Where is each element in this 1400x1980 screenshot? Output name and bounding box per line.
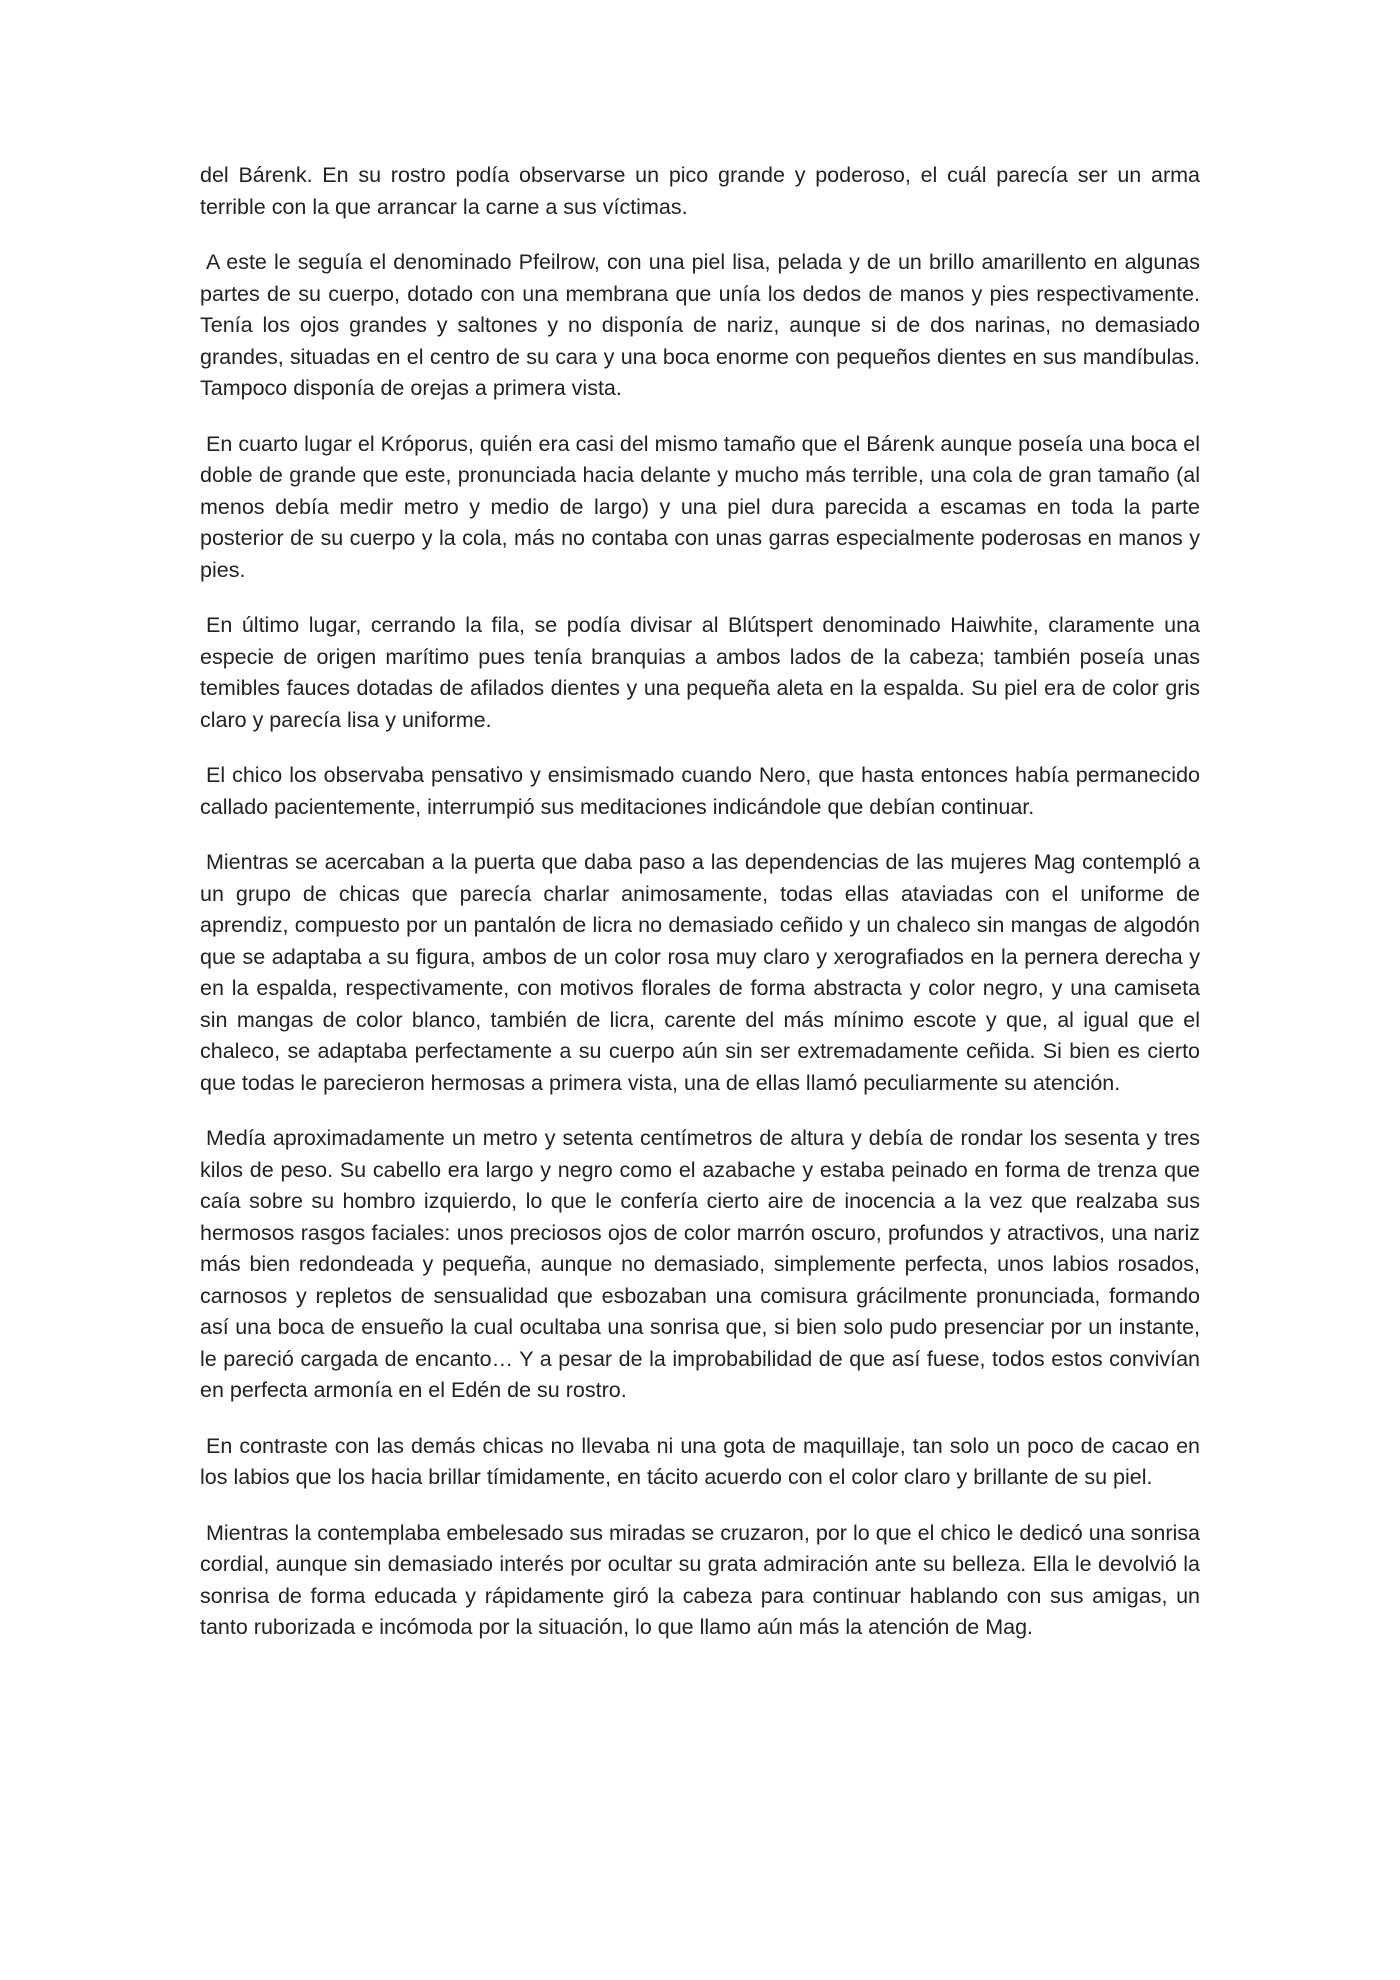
paragraph-6: Mientras se acercaban a la puerta que daba paso a las dependencias de las mujeres Mag contempló a un grupo de chicas que parecía charlar animosamente, todas ellas ataviadas con el uniforme de aprendiz, compuesto por un pantalón de licra no demasiado ceñido y un chaleco sin mangas de algodón que se adaptaba a su figura, ambos de un color rosa muy claro y xerografiados en la pernera derecha y en la espalda, respectivamente, con motivos florales de forma abstracta y color negro, y una camiseta sin mangas de color blanco, también de licra, carente del más mínimo escote y que, al igual que el chaleco, se adaptaba perfectamente a su cuerpo aún sin ser extremadamente ceñida. Si bien es cierto que todas le parecieron hermosas a primera vista, una de ellas llamó peculiarmente su atención. [200, 850, 1200, 1095]
paragraph-8: En contraste con las demás chicas no llevaba ni una gota de maquillaje, tan solo un poco de cacao en los labios que los hacia brillar tímidamente, en tácito acuerdo con el color claro y brillante de su piel. [200, 1433, 1200, 1489]
paragraph-3: En cuarto lugar el Króporus, quién era casi del mismo tamaño que el Bárenk aunque poseía una boca el doble de grande que este, pronunciada hacia delante y mucho más terrible, una cola de gran tamaño (al menos debía medir metro y medio de largo) y una piel dura parecida a escamas en toda la parte posterior de su cuerpo y la cola, más no contaba con unas garras especialmente poderosas en manos y pies. [200, 431, 1200, 582]
paragraph-9: Mientras la contemplaba embelesado sus miradas se cruzaron, por lo que el chico le dedicó una sonrisa cordial, aunque sin demasiado interés por ocultar su grata admiración ante su belleza. Ella le devolvió la sonrisa de forma educada y rápidamente giró la cabeza para continuar hablando con sus amigas, un tanto ruborizada e incómoda por la situación, lo que llamo aún más la atención de Mag. [200, 1520, 1200, 1639]
paragraph-4: En último lugar, cerrando la fila, se podía divisar al Blútspert denominado Haiwhite, claramente una especie de origen marítimo pues tenía branquias a ambos lados de la cabeza; también poseía unas temibles fauces dotadas de afilados dientes y una pequeña aleta en la espalda. Su piel era de color gris claro y parecía lisa y uniforme. [200, 613, 1200, 732]
document-page [200, 160, 1200, 1860]
paragraph-5: El chico los observaba pensativo y ensimismado cuando Nero, que hasta entonces había permanecido callado pacientemente, interrumpió sus meditaciones indicándole que debían continuar. [200, 763, 1200, 819]
paragraph-1: del Bárenk. En su rostro podía observarse un pico grande y poderoso, el cuál parecía ser un arma terrible con la que arrancar la carne a sus víctimas. [200, 163, 1200, 219]
paragraph-2: A este le seguía el denominado Pfeilrow, con una piel lisa, pelada y de un brillo amarillento en algunas partes de su cuerpo, dotado con una membrana que unía los dedos de manos y pies respectivamente. Tenía los ojos grandes y saltones y no disponía de nariz, aunque si de dos narinas, no demasiado grandes, situadas en el centro de su cara y una boca enorme con pequeños dientes en sus mandíbulas. Tampoco disponía de orejas a primera vista. [200, 250, 1200, 400]
paragraph-7: Medía aproximadamente un metro y setenta centímetros de altura y debía de rondar los sesenta y tres kilos de peso. Su cabello era largo y negro como el azabache y estaba peinado en forma de trenza que caía sobre su hombro izquierdo, lo que le confería cierto aire de inocencia a la vez que realzaba sus hermosos rasgos faciales: unos preciosos ojos de color marrón oscuro, profundos y atractivos, una nariz más bien redondeada y pequeña, aunque no demasiado, simplemente perfecta, unos labios rosados, carnosos y repletos de sensualidad que esbozaban una comisura grácilmente pronunciada, formando así una boca de ensueño la cual ocultaba una sonrisa que, si bien solo pudo presenciar por un instante, le pareció cargada de encanto… Y a pesar de la improbabilidad de que así fuese, todos estos convivían en perfecta armonía en el Edén de su rostro. [200, 1126, 1200, 1402]
